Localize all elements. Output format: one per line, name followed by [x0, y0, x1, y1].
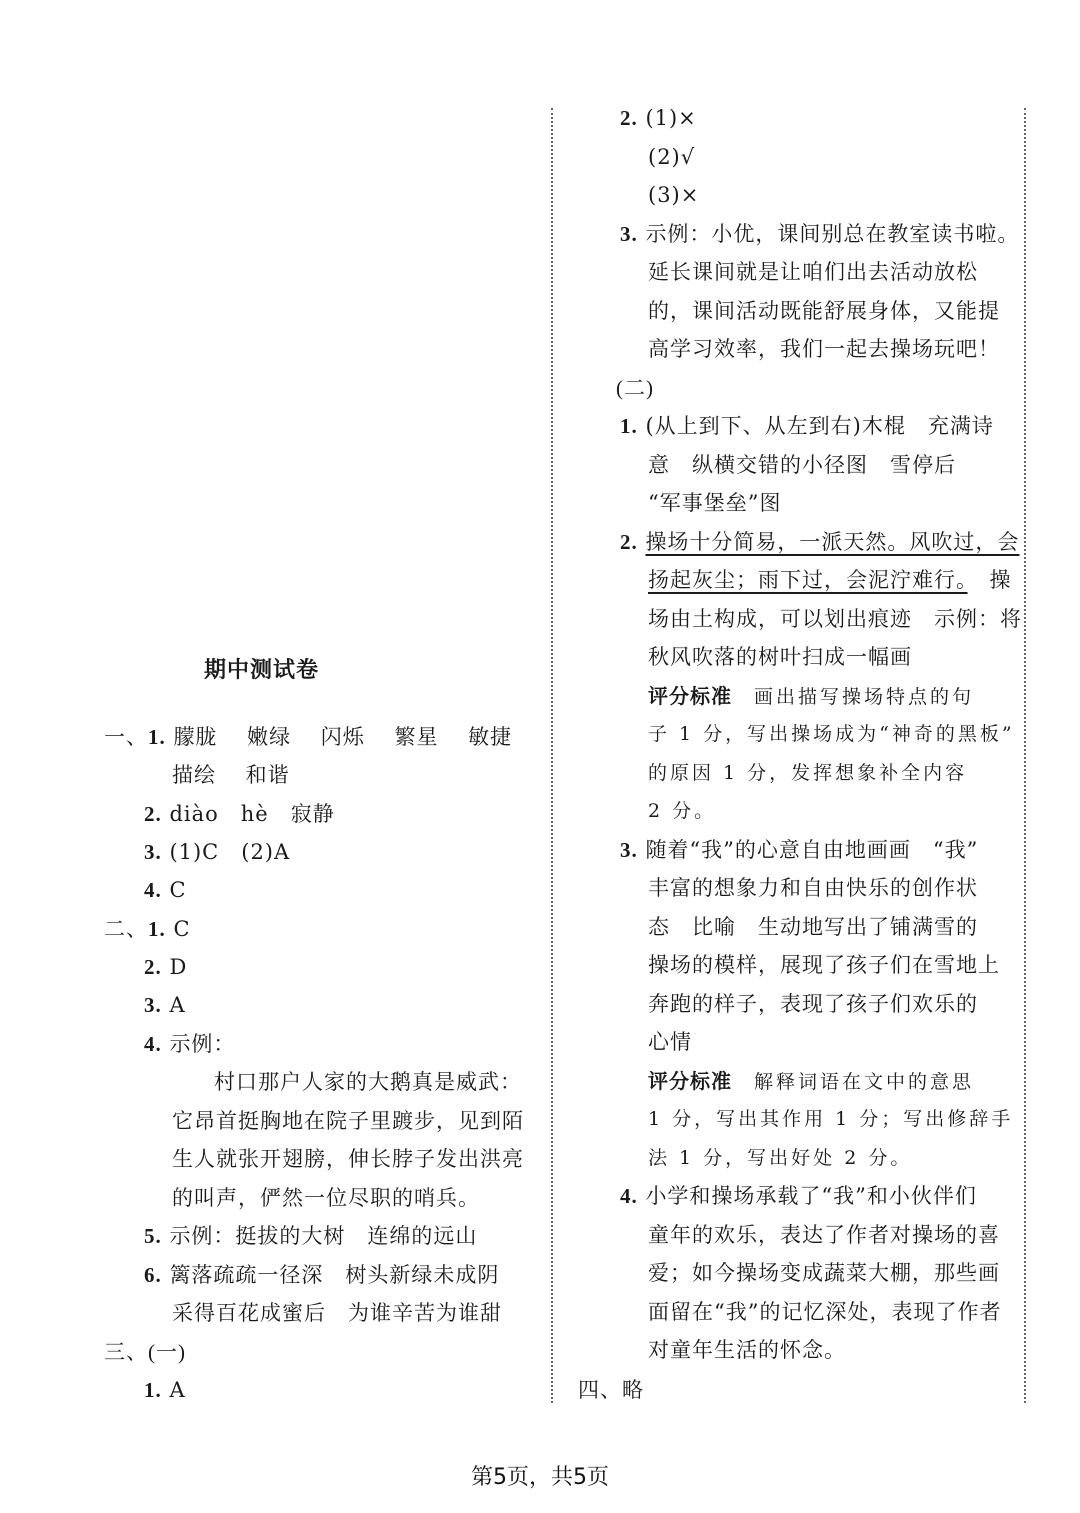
b2-text-1-underlined: 操场十分简易，一派天然。风吹过，会 — [645, 530, 1020, 554]
a2-item-3: (3)× — [648, 183, 700, 207]
b3-number: 3. — [620, 838, 638, 862]
q1-3-answer: (1)C (2)A — [169, 840, 291, 864]
b3-text-1: 随着“我”的心意自由地画画 “我” — [645, 838, 979, 862]
b2-text-2-underlined: 扬起灰尘；雨下过，会泥泞难行。 — [648, 568, 968, 592]
q2-4-paragraph-1: 村口那户人家的大鹅真是威武： — [214, 1070, 522, 1094]
q2-3-number: 3. — [144, 993, 162, 1017]
b1-text-1: (从上到下、从左到右)木棍 充满诗 — [645, 414, 994, 438]
b2-criteria-text-3: 的原因 1 分，发挥想象补全内容 — [648, 762, 968, 784]
q1-2-number: 2. — [144, 802, 162, 826]
b3-line-1 — [620, 831, 978, 869]
a2-item-2: (2)√ — [648, 145, 696, 169]
b1-text-2: 意 纵横交错的小径图 雪停后 — [648, 453, 956, 477]
b4-text-3: 爱；如今操场变成蔬菜大棚，那些画 — [648, 1261, 1000, 1285]
b4-text-4: 面留在“我”的记忆深处，表现了作者 — [648, 1300, 1002, 1324]
q2-4-paragraph-2: 它昂首挺胸地在院子里踱步，见到陌 — [172, 1109, 524, 1133]
b1-number: 1. — [620, 414, 638, 438]
b1-text-3: “军事堡垒”图 — [648, 491, 782, 515]
q2-5 — [144, 1217, 477, 1255]
q2-6 — [144, 1256, 499, 1294]
b2-text-4: 秋风吹落的树叶扫成一幅画 — [648, 645, 912, 669]
section-2-label: 二、 — [104, 917, 148, 941]
b3-text-3: 态 比喻 生动地写出了铺满雪的 — [648, 915, 978, 939]
column-divider-left — [551, 108, 553, 1403]
q1-1-answer-a: 朦胧 嫩绿 闪烁 繁星 敏捷 — [173, 725, 513, 749]
q1-2 — [144, 795, 335, 833]
q2-1-number: 1. — [148, 917, 166, 941]
b3-criteria-text-3: 法 1 分，写出好处 2 分。 — [648, 1147, 913, 1169]
q2-3-answer: A — [169, 993, 186, 1017]
q2-4-number: 4. — [144, 1032, 162, 1056]
b4-number: 4. — [620, 1184, 638, 1208]
b2-criteria-label: 评分标准 — [648, 684, 732, 708]
q2-5-answer: 示例：挺拔的大树 连绵的远山 — [169, 1224, 478, 1248]
q2-6-answer-b: 采得百花成蜜后 为谁辛苦为谁甜 — [172, 1301, 502, 1325]
b2-line-1 — [620, 523, 1019, 561]
q2-5-number: 5. — [144, 1224, 162, 1248]
a3-text-2: 延长课间就是让咱们出去活动放松 — [648, 260, 978, 284]
b3-criteria-line-1 — [648, 1062, 974, 1101]
q1-4 — [144, 871, 187, 909]
column-divider-right — [1024, 108, 1026, 1403]
q1-4-number: 4. — [144, 878, 162, 902]
b3-criteria-label: 评分标准 — [648, 1069, 732, 1093]
q2-2-answer: D — [169, 955, 188, 979]
q2-6-answer-a: 篱落疏疏一径深 树头新绿未成阴 — [169, 1263, 500, 1287]
section-3-label: 三、(一) — [104, 1340, 186, 1364]
b3-text-2: 丰富的想象力和自由快乐的创作状 — [648, 876, 978, 900]
q2-2-number: 2. — [144, 955, 162, 979]
q1-1-number: 1. — [148, 725, 166, 749]
page-footer: 第5页，共5页 — [471, 1465, 609, 1490]
q1-3-number: 3. — [144, 840, 162, 864]
q1-1-answer-b: 描绘 和谐 — [172, 763, 290, 787]
q2-4-answer: 示例： — [169, 1032, 236, 1056]
q2-3 — [144, 986, 186, 1024]
b3-text-4: 操场的模样，展现了孩子们在雪地上 — [648, 953, 1000, 977]
a3-text-4: 高学习效率，我们一起去操场玩吧！ — [648, 337, 1000, 361]
b4-text-2: 童年的欢乐，表达了作者对操场的喜 — [648, 1223, 1000, 1247]
q3-1-answer: A — [169, 1378, 186, 1402]
q2-4-paragraph-3: 生人就张开翅膀，伸长脖子发出洪亮 — [172, 1147, 524, 1171]
a3-text-3: 的，课间活动既能舒展身体，又能提 — [648, 299, 1000, 323]
q2-2 — [144, 948, 187, 986]
section-1-line-1 — [104, 718, 512, 756]
a3-text-1: 示例：小优，课间别总在教室读书啦。 — [645, 222, 1020, 246]
subsection-2-label: (二) — [616, 376, 654, 400]
a3-number: 3. — [620, 222, 638, 246]
b1-line-1 — [620, 407, 994, 445]
b2-criteria-line-1 — [648, 677, 974, 716]
q3-1-number: 1. — [144, 1378, 162, 1402]
q1-2-answer: diào hè 寂静 — [169, 802, 335, 826]
b2-criteria-text-4: 2 分。 — [648, 800, 717, 822]
a3-line-1 — [620, 215, 1019, 253]
q2-4-paragraph-4: 的叫声，俨然一位尽职的哨兵。 — [172, 1186, 480, 1210]
a2-item-1: (1)× — [645, 106, 697, 130]
b2-text-2-rest: 操 — [967, 568, 1012, 592]
b2-criteria-text-1: 画出描写操场特点的句 — [754, 686, 975, 708]
b4-text-5: 对童年生活的怀念。 — [648, 1338, 846, 1362]
a2-line-1 — [620, 99, 697, 137]
b3-criteria-text-1: 解释词语在文中的意思 — [754, 1071, 975, 1093]
q3-1 — [144, 1371, 186, 1409]
b2-line-2 — [648, 561, 1012, 599]
section-4-label: 四、略 — [578, 1378, 644, 1402]
a2-number: 2. — [620, 106, 638, 130]
q1-3 — [144, 833, 290, 871]
b2-criteria-text-2: 子 1 分，写出操场成为“神奇的黑板” — [648, 723, 1015, 745]
b3-text-6: 心情 — [648, 1030, 692, 1054]
section-2-line-1 — [104, 910, 191, 948]
q1-4-answer: C — [169, 878, 187, 902]
q2-1-answer: C — [173, 917, 191, 941]
b4-text-1: 小学和操场承载了“我”和小伙伴们 — [645, 1184, 977, 1208]
section-1-label: 一、 — [104, 725, 148, 749]
b4-line-1 — [620, 1177, 977, 1215]
b3-text-5: 奔跑的样子，表现了孩子们欢乐的 — [648, 992, 978, 1016]
exam-title: 期中测试卷 — [204, 658, 320, 683]
q2-4 — [144, 1025, 235, 1063]
b2-text-3: 场由土构成，可以划出痕迹 示例：将 — [648, 607, 1022, 631]
b2-number: 2. — [620, 530, 638, 554]
b3-criteria-text-2: 1 分，写出其作用 1 分；写出修辞手 — [648, 1108, 1014, 1130]
q2-6-number: 6. — [144, 1263, 162, 1287]
